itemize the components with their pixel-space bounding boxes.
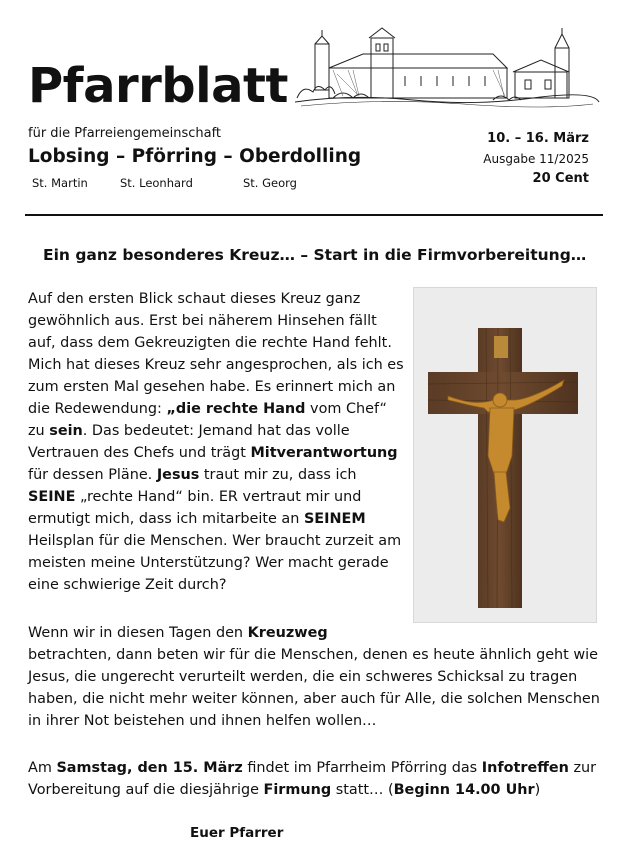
text-run: . Das bedeutet: Jemand hat das volle Vertrauen des Chefs und trägt: [28, 423, 350, 461]
text-run: Am: [28, 760, 57, 776]
issue-number: Ausgabe 11/2025: [483, 152, 589, 166]
text-run: für dessen Pläne.: [28, 467, 157, 483]
article-headline: Ein ganz besonderes Kreuz… – Start in die Firmvorbereitung…: [43, 246, 587, 264]
saint-label: St. Martin: [32, 176, 88, 190]
issue-price: 20 Cent: [532, 171, 589, 186]
text-run: statt… (: [331, 782, 394, 798]
signature: Euer Pfarrer: [190, 825, 284, 841]
text-run-bold: Samstag, den 15. März: [56, 760, 243, 776]
issue-dates: 10. – 16. März: [487, 131, 589, 146]
text-run: „rechte Hand“ bin. ER vertraut mir und ermutigt mich, dass ich mitarbeite an: [28, 489, 362, 527]
newsletter-subtitle: für die Pfarreiengemeinschaft: [28, 126, 222, 141]
article-paragraph: [28, 288, 408, 596]
text-run: betrachten, dann beten wir für die Menschen, denen es heute ähnlich geht wie Jesus, die ungerecht verurteilt werden, die ein schweres Schicksal zu tragen haben, die nicht mehr weiter können, aber auch für Alle, die solchen Menschen in ihrer Not beistehen und ihnen helfen wollen…: [28, 647, 600, 729]
text-run-bold: Kreuzweg: [247, 625, 328, 641]
text-run: Auf den ersten Blick schaut dieses Kreuz ganz gewöhnlich aus. Erst bei näherem Hinsehen fällt auf, dass dem Gekreuzigten die rechte Hand fehlt. Mich hat dieses Kreuz sehr angesprochen, als ich es zum ersten Mal gesehen habe. Es erinnert mich an die Redewendung:: [28, 291, 404, 417]
text-run-bold: SEINE: [28, 489, 76, 505]
text-run-bold: Beginn 14.00 Uhr: [393, 782, 535, 798]
text-run: Heilsplan für die Menschen. Wer braucht zurzeit am meisten meine Unterstützung? Wer macht gerade eine schwierige Zeit durch?: [28, 533, 402, 593]
text-run: zur Vorbereitung auf die diesjährige: [28, 760, 597, 798]
church-illustration: [293, 24, 601, 108]
text-run-bold: Infotreffen: [481, 760, 569, 776]
text-run: traut mir zu, dass ich: [199, 467, 357, 483]
text-run: ): [534, 782, 541, 798]
text-run-bold: „die rechte Hand: [166, 401, 306, 417]
newsletter-title: Pfarrblatt: [28, 58, 288, 114]
crucifix-photo: [413, 287, 597, 623]
saint-label: St. Georg: [243, 176, 297, 190]
text-run: findet im Pfarrheim Pförring das: [242, 760, 482, 776]
text-run-bold: Mitverantwortung: [250, 445, 398, 461]
saint-label: St. Leonhard: [120, 176, 193, 190]
article-paragraph: [28, 757, 603, 801]
text-run-bold: SEINEM: [303, 511, 366, 527]
article-paragraph: [28, 622, 603, 732]
text-run-bold: Firmung: [263, 782, 332, 798]
parish-names: Lobsing – Pförring – Oberdolling: [28, 146, 362, 167]
text-run-bold: Jesus: [156, 467, 200, 483]
header-divider: [25, 214, 603, 216]
text-run: vom Chef“ zu: [28, 401, 387, 439]
text-run: Wenn wir in diesen Tagen den: [28, 625, 248, 641]
text-run-bold: sein: [49, 423, 83, 439]
